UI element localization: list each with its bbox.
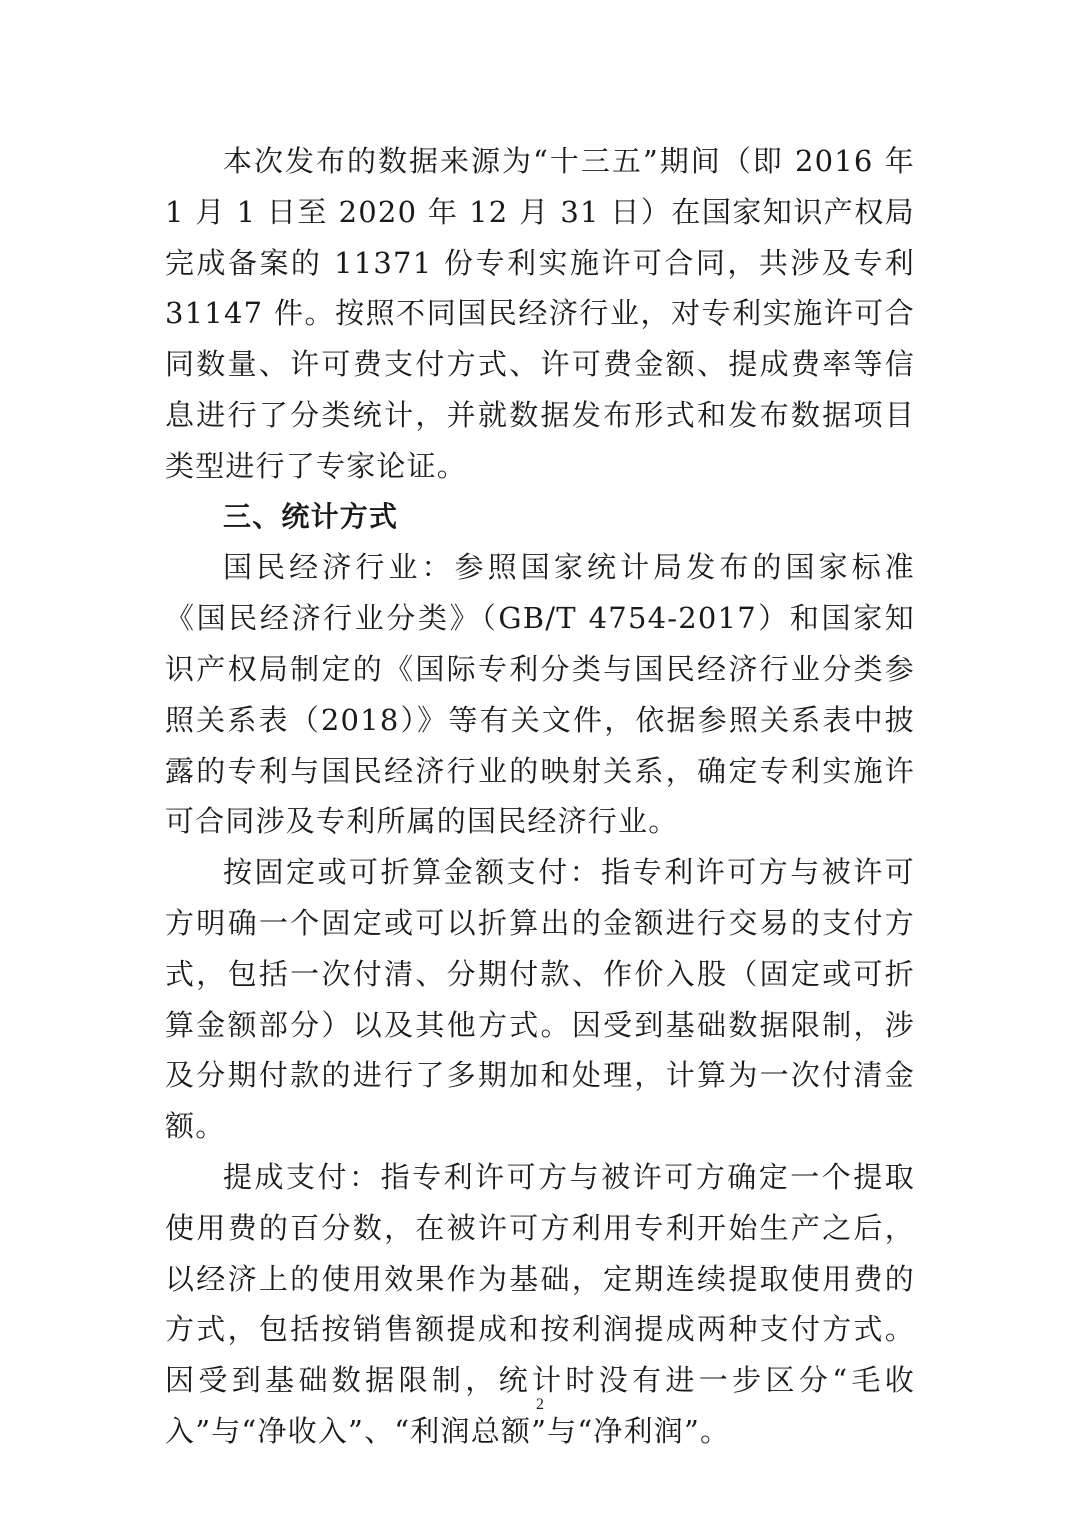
paragraph-data-source: 本次发布的数据来源为“十三五”期间（即 2016 年 1 月 1 日至 2020 年 12 月 31 日）在国家知识产权局完成备案的 11371 份专利实施许可合同，共涉及专利 31147 件。按照不同国民经济行业，对专利实施许可合同数量、许可费支付方式、许可费金额、提成费率等信息进行了分类统计，并就数据发布形式和发布数据项目类型进行了专家论证。 xyxy=(165,144,915,483)
paragraph-industry-definition: 国民经济行业：参照国家统计局发布的国家标准《国民经济行业分类》（GB/T 4754-2017）和国家知识产权局制定的《国际专利分类与国民经济行业分类参照关系表（2018）》等有关文件，依据参照关系表中披露的专利与国民经济行业的映射关系，确定专利实施许可合同涉及专利所属的国民经济行业。 xyxy=(165,550,915,839)
paragraph-fixed-payment-definition: 按固定或可折算金额支付：指专利许可方与被许可方明确一个固定或可以折算出的金额进行交易的支付方式，包括一次付清、分期付款、作价入股（固定或可折算金额部分）以及其他方式。因受到基础数据限制，涉及分期付款的进行了多期加和处理，计算为一次付清金额。 xyxy=(165,855,915,1144)
page-number: 2 xyxy=(536,1396,544,1413)
document-body xyxy=(165,136,915,1457)
paragraph-royalty-payment-definition: 提成支付：指专利许可方与被许可方确定一个提取使用费的百分数，在被许可方利用专利开始生产之后，以经济上的使用效果作为基础，定期连续提取使用费的方式，包括按销售额提成和按利润提成两种支付方式。因受到基础数据限制，统计时没有进一步区分“毛收入”与“净收入”、“利润总额”与“净利润”。 xyxy=(165,1159,915,1448)
section-heading-statistics-method: 三、统计方式 xyxy=(223,499,399,533)
